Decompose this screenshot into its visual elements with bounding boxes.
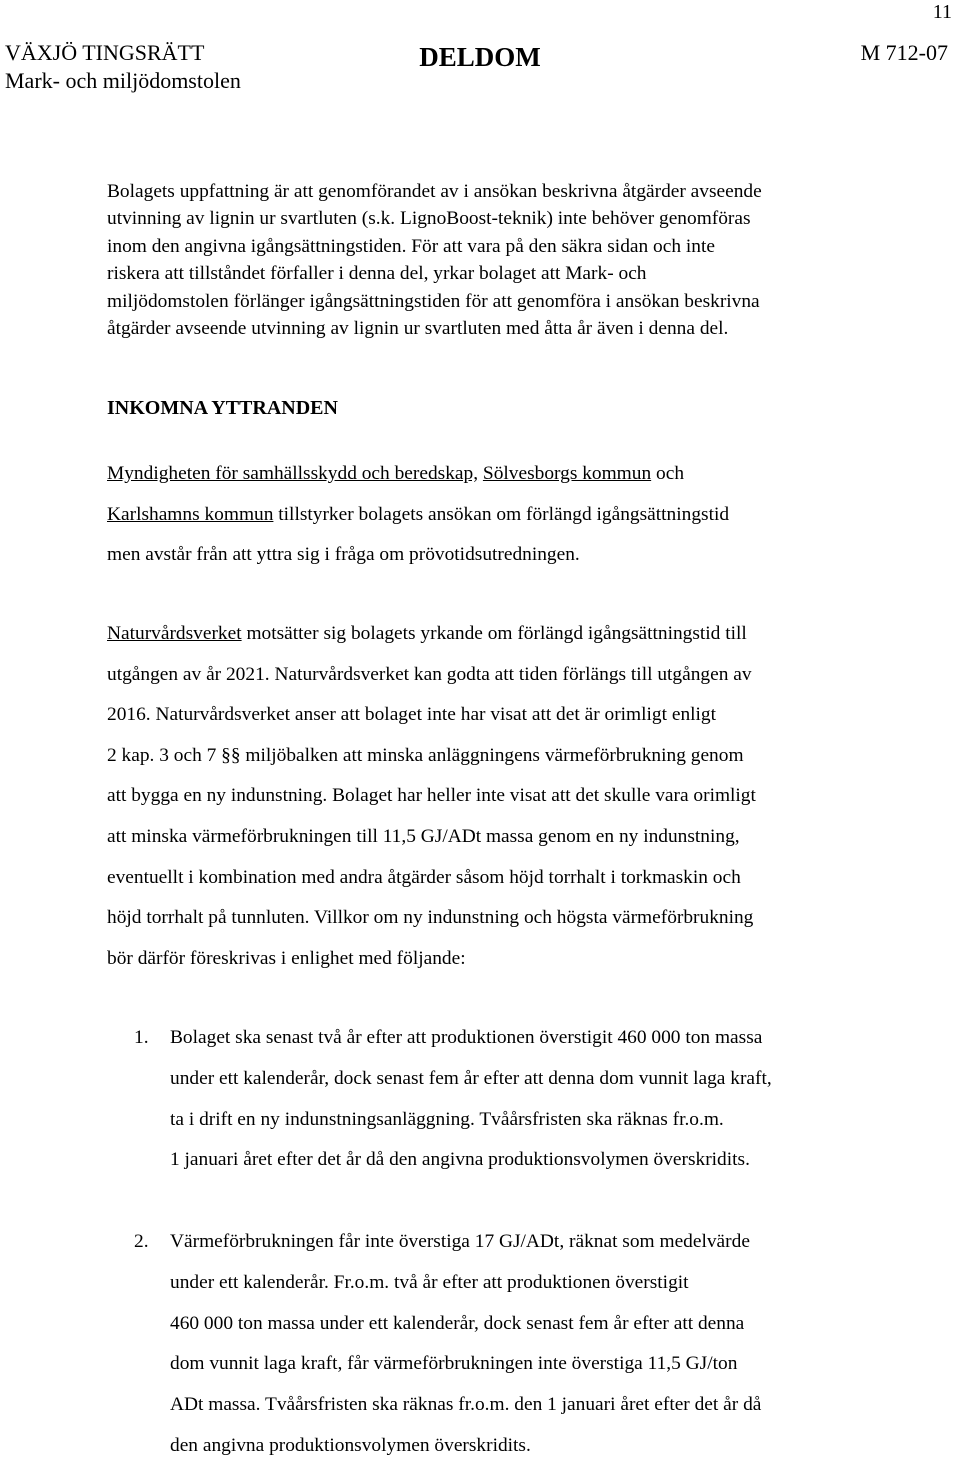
- org-solvesborg: Sölvesborgs kommun: [482, 463, 652, 484]
- text-line: under ett kalenderår, dock senast fem år efter att denna dom vunnit laga kraft,: [170, 1067, 772, 1089]
- org-msb: Myndigheten för samhällsskydd och beredskap,: [107, 463, 479, 484]
- text-line: [107, 614, 756, 655]
- text-line: eventuellt i kombination med andra åtgärder såsom höjd torrhalt i torkmaskin och: [107, 866, 741, 888]
- section-heading: INKOMNA YTTRANDEN: [107, 397, 338, 419]
- text-line: under ett kalenderår. Fr.o.m. två år efter att produktionen överstigit: [170, 1271, 689, 1293]
- text-line: miljödomstolen förlänger igångsättningstiden för att genomföra i ansökan beskrivna: [107, 290, 760, 312]
- text-line: [107, 495, 729, 536]
- text-line: utvinning av lignin ur svartluten (s.k. LignoBoost-teknik) inte behöver genomföras: [107, 208, 751, 230]
- list-number: 1.: [134, 1027, 149, 1048]
- text-line: Bolaget ska senast två år efter att produktionen överstigit 460 000 ton massa: [170, 1027, 763, 1048]
- text-line: inom den angivna igångsättningstiden. För att vara på den säkra sidan och inte: [107, 235, 715, 257]
- intro-paragraph: [107, 178, 762, 342]
- page-number: 11: [932, 1, 952, 23]
- document-type: DELDOM: [419, 42, 541, 72]
- statement-municipalities: [107, 454, 729, 576]
- text-segment: tillstyrker bolagets ansökan om förlängd igångsättningstid: [278, 503, 730, 525]
- text-segment: motsätter sig bolagets yrkande om förlängd igångsättningstid till: [246, 623, 747, 644]
- text-line: ADt massa. Tvåårsfristen ska räknas fr.o.m. den 1 januari året efter det år då: [170, 1394, 762, 1416]
- text-line: bör därför föreskrivas i enlighet med följande:: [107, 947, 466, 969]
- court-name: VÄXJÖ TINGSRÄTT: [5, 40, 205, 65]
- conjunction: och: [656, 463, 685, 484]
- text-line: riskera att tillståndet förfaller i denna del, yrkar bolaget att Mark- och: [107, 263, 647, 285]
- text-line: dom vunnit laga kraft, får värmeförbrukningen inte överstiga 11,5 GJ/ton: [170, 1353, 738, 1375]
- condition-text: [170, 1018, 772, 1181]
- text-line: [107, 454, 729, 495]
- text-line: 2016. Naturvårdsverket anser att bolaget inte har visat att det är orimligt enligt: [107, 704, 716, 726]
- court-division: Mark- och miljödomstolen: [5, 68, 241, 93]
- org-karlshamn: Karlshamns kommun: [107, 503, 274, 525]
- list-number: 2.: [134, 1231, 149, 1252]
- case-number: M 712-07: [860, 40, 948, 65]
- text-line: 2 kap. 3 och 7 §§ miljöbalken att minska anläggningens värmeförbrukning genom: [107, 744, 744, 766]
- statement-naturvardsverket: [107, 614, 756, 979]
- org-naturvardsverket: Naturvårdsverket: [107, 623, 242, 644]
- text-line: Bolagets uppfattning är att genomförandet av i ansökan beskrivna åtgärder avseende: [107, 181, 762, 202]
- text-line: den angivna produktionsvolymen överskridits.: [170, 1434, 531, 1456]
- text-line: att bygga en ny indunstning. Bolaget har heller inte visat att det skulle vara orimligt: [107, 785, 756, 807]
- text-line: höjd torrhalt på tunnluten. Villkor om ny indunstning och högsta värmeförbrukning: [107, 907, 754, 929]
- text-line: 1 januari året efter det år då den angivna produktionsvolymen överskridits.: [170, 1149, 750, 1171]
- text-line: utgången av år 2021. Naturvårdsverket kan godta att tiden förlängs till utgången av: [107, 663, 752, 685]
- text-line: ta i drift en ny indunstningsanläggning. Tvåårsfristen ska räknas fr.o.m.: [170, 1108, 724, 1130]
- text-line: 460 000 ton massa under ett kalenderår, dock senast fem år efter att denna: [170, 1312, 745, 1334]
- text-line: att minska värmeförbrukningen till 11,5 GJ/ADt massa genom en ny indunstning,: [107, 825, 740, 847]
- condition-text: [170, 1222, 761, 1467]
- text-line: men avstår från att yttra sig i fråga om prövotidsutredningen.: [107, 544, 580, 566]
- text-line: Värmeförbrukningen får inte överstiga 17 GJ/ADt, räknat som medelvärde: [170, 1231, 750, 1252]
- text-line: åtgärder avseende utvinning av lignin ur svartluten med åtta år även i denna del.: [107, 318, 729, 340]
